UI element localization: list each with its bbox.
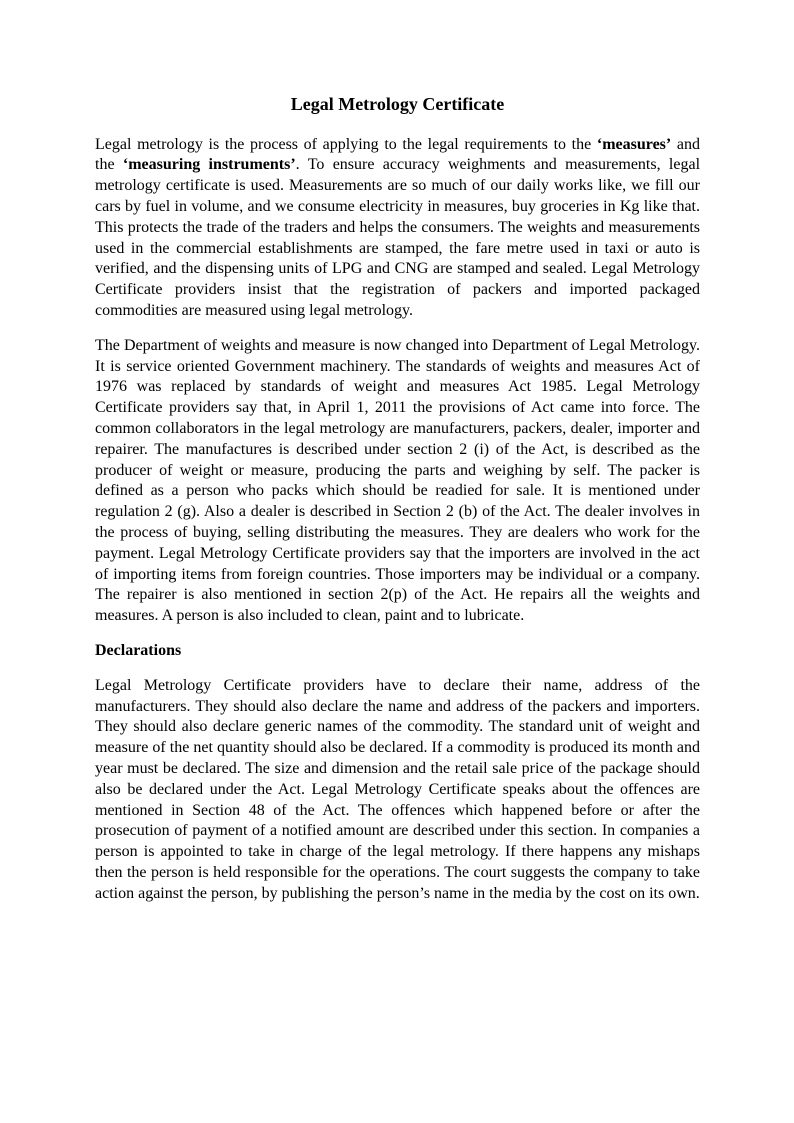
paragraph-declarations: Legal Metrology Certificate providers have to declare their name, address of the manufacturers. They should also declare the name and address of the packers and importers. They should also declare generic names of the commodity. The standard unit of weight and measure of the net quantity should also be declared. If a commodity is produced its month and year must be declared. The size and dimension and the retail sale price of the package should also be declared under the Act. Legal Metrology Certificate speaks about the offences are mentioned in Section 48 of the Act. The offences which happened before or after the prosecution of payment of a notified amount are described under this section. In companies a person is appointed to take in charge of the legal metrology. If there happens any mishaps then the person is held responsible for the operations. The court suggests the company to take action against the person, by publishing the person’s name in the media by the cost on its own. xyxy=(95,676,700,902)
text-segment-bold-measures: ‘measures’ xyxy=(596,135,672,153)
paragraph-intro xyxy=(95,135,700,322)
text-segment: and the xyxy=(95,135,700,174)
paragraph-department: The Department of weights and measure is now changed into Department of Legal Metrology. It is service oriented Government machinery. The standards of weights and measures Act of 1976 was replaced by standards of weight and measures Act 1985. Legal Metrology Certificate providers say that, in April 1, 2011 the provisions of Act came into force. The common collaborators in the legal metrology are manufacturers, packers, dealer, importer and repairer. The manufactures is described under section 2 (i) of the Act, is described as the producer of weight or measure, producing the parts and weighing by self. The packer is defined as a person who packs which should be readied for sale. It is mentioned under regulation 2 (g). Also a dealer is described in Section 2 (b) of the Act. The dealer involves in the process of buying, selling distributing the measures. They are dealers who work for the payment. Legal Metrology Certificate providers say that the importers are involved in the act of importing items from foreign countries. Those importers may be individual or a company. The repairer is also mentioned in section 2(p) of the Act. He repairs all the weights and measures. A person is also included to clean, paint and to lubricate. xyxy=(95,336,700,625)
document-title: Legal Metrology Certificate xyxy=(290,94,505,114)
heading-declarations: Declarations xyxy=(95,641,182,659)
text-segment: Legal metrology is the process of applying to the legal requirements to the xyxy=(95,135,597,153)
text-segment: . To ensure accuracy weighments and measurements, legal metrology certificate is used. Measurements are so much of our daily works like, we fill our cars by fuel in volume, and we consume electricity in measures, buy groceries in Kg like that. This protects the trade of the traders and helps the consumers. The weights and measurements used in the commercial establishments are stamped, the fare metre used in taxi or auto is verified, and the dispensing units of LPG and CNG are stamped and sealed. Legal Metrology Certificate providers insist that the registration of packers and imported packaged commodities are measured using legal metrology. xyxy=(95,156,701,319)
text-segment-bold-measuring-instruments: ‘measuring instruments’ xyxy=(122,156,296,174)
